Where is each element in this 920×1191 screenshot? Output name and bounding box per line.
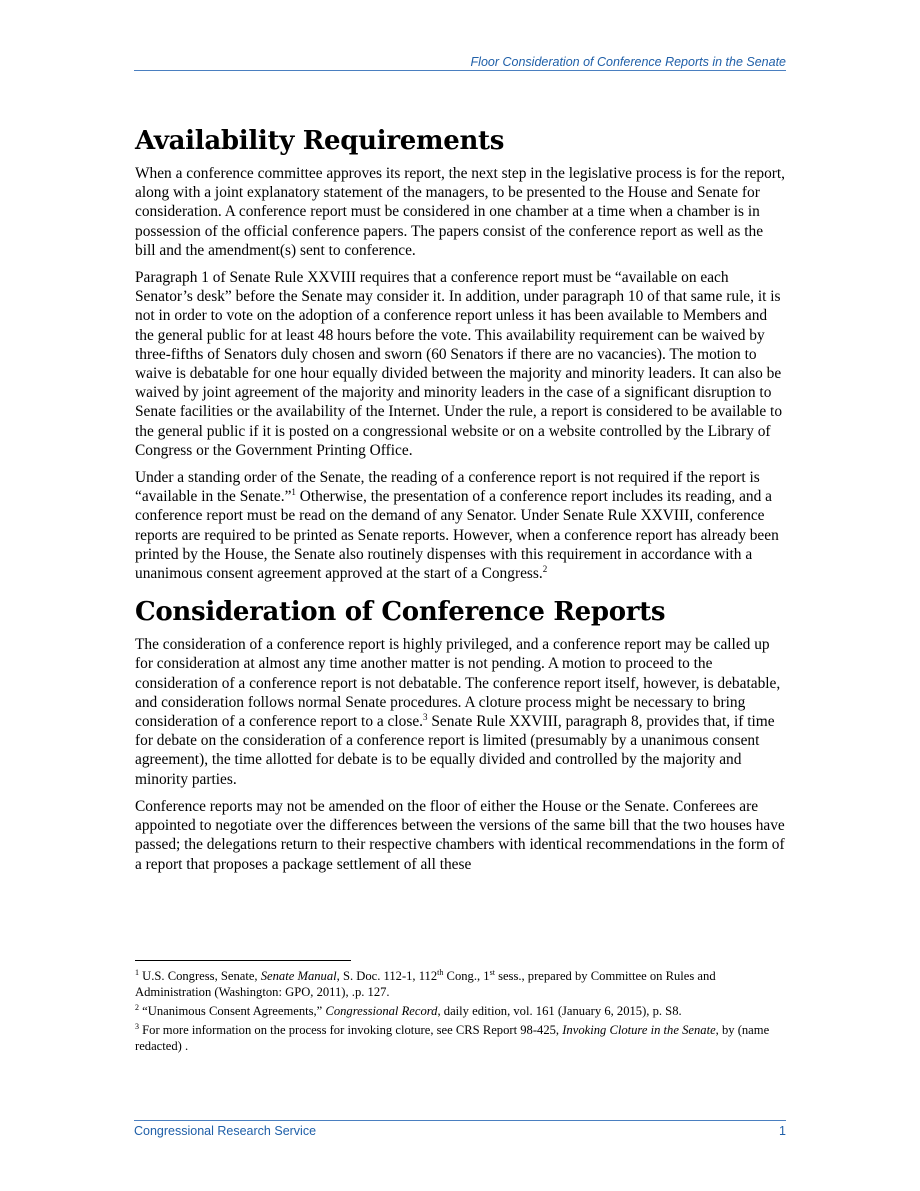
footer-organization: Congressional Research Service: [134, 1124, 317, 1138]
paragraph: Conference reports may not be amended on the floor of either the House or the Senate. Conferees are appointed to negotiate over the differences between the versions of the same bill that the two houses have passed; the delegations return to their respective chambers with identical recommendations in the form of a report that proposes a package settlement of all these: [135, 797, 785, 873]
paragraph: When a conference committee approves its report, the next step in the legislative process is for the report, along with a joint explanatory statement of the managers, to be presented to the House and Senate for consideration. A conference report must be considered in one chamber at a time when a chamber is in possession of the official conference papers. The papers consist of the conference report as well as the bill and the amendment(s) sent to conference.: [135, 165, 786, 259]
footnote-2: $^2$ “Unanimous Consent Agreements,” Congressional Record, daily edition, vol. 161 (January 6, 2015), p. S8.: [135, 1002, 682, 1018]
footnote-ref[interactable]: 1: [291, 487, 296, 498]
footnote-ref[interactable]: 2: [542, 563, 548, 574]
footnotes: [135, 968, 787, 1057]
paragraph: The consideration of a conference report is highly privileged, and a conference report may be called up for consideration at almost any time another matter is not pending. A motion to proceed to the consideration of a conference report is not debatable. The conference report itself, however, is debatable, and consideration follows normal Senate procedures. A cloture process might be necessary to bring consideration of a conference report to a close.$^3$ Senate Rule XXVIII, paragraph 8, provides that, if time for debate on the consideration of a conference report is limited (presumably by a unanimous consent agreement), the time allotted for debate is to be equally divided and controlled by the majority and minority parties.: [135, 636, 781, 788]
page-number: 1: [779, 1124, 786, 1138]
footnote-3: $^3$ For more information on the process for invoking cloture, see CRS Report 98-425, Invoking Cloture in the Senate, by (name redacted) .: [135, 1021, 770, 1053]
section-heading-availability: Availability Requirements: [135, 126, 505, 156]
paragraph: Paragraph 1 of Senate Rule XXVIII requires that a conference report must be “available on each Senator’s desk” before the Senate may consider it. In addition, under paragraph 10 of that same rule, it is not in order to vote on the adoption of a conference report unless it has been available to Members and the general public for at least 48 hours before the vote. This availability requirement can be waived by three-fifths of Senators duly chosen and sworn (60 Senators if there are no vacancies). The motion to waive is debatable for one hour equally divided between the majority and minority leaders. It can also be waived by joint agreement of the majority and minority leaders in the case of a significant disruption to Senate facilities or the availability of the Internet. Under the rule, a report is considered to be available to the general public if it is posted on a congressional website or on a website controlled by the Library of Congress or the Government Printing Office.: [135, 269, 783, 459]
footnote-1: $^1$ U.S. Congress, Senate, Senate Manual, S. Doc. 112-1, 112th Cong., 1st sess., prepared by Committee on Rules and Administration (Washington: GPO, 2011), .p. 127.: [135, 967, 716, 999]
footnote-ref[interactable]: 3: [423, 711, 428, 722]
footnote-divider: [135, 960, 351, 961]
section-heading-consideration: Consideration of Conference Reports: [135, 597, 666, 628]
running-header: Floor Consideration of Conference Reports in the Senate: [134, 55, 786, 71]
page-body: [135, 124, 787, 882]
page-footer: [134, 1120, 786, 1138]
paragraph: Under a standing order of the Senate, the reading of a conference report is not required if the report is “available in the Senate.”$^1$ Otherwise, the presentation of a conference report includes its reading, and a conference report must be read on the demand of any Senator. Under Senate Rule XXVIII, conference reports are required to be printed as Senate reports. However, when a conference report has already been printed by the House, the Senate also routinely dispenses with this requirement in accordance with a unanimous consent agreement approved at the start of a Congress.$^2$: [135, 469, 779, 583]
